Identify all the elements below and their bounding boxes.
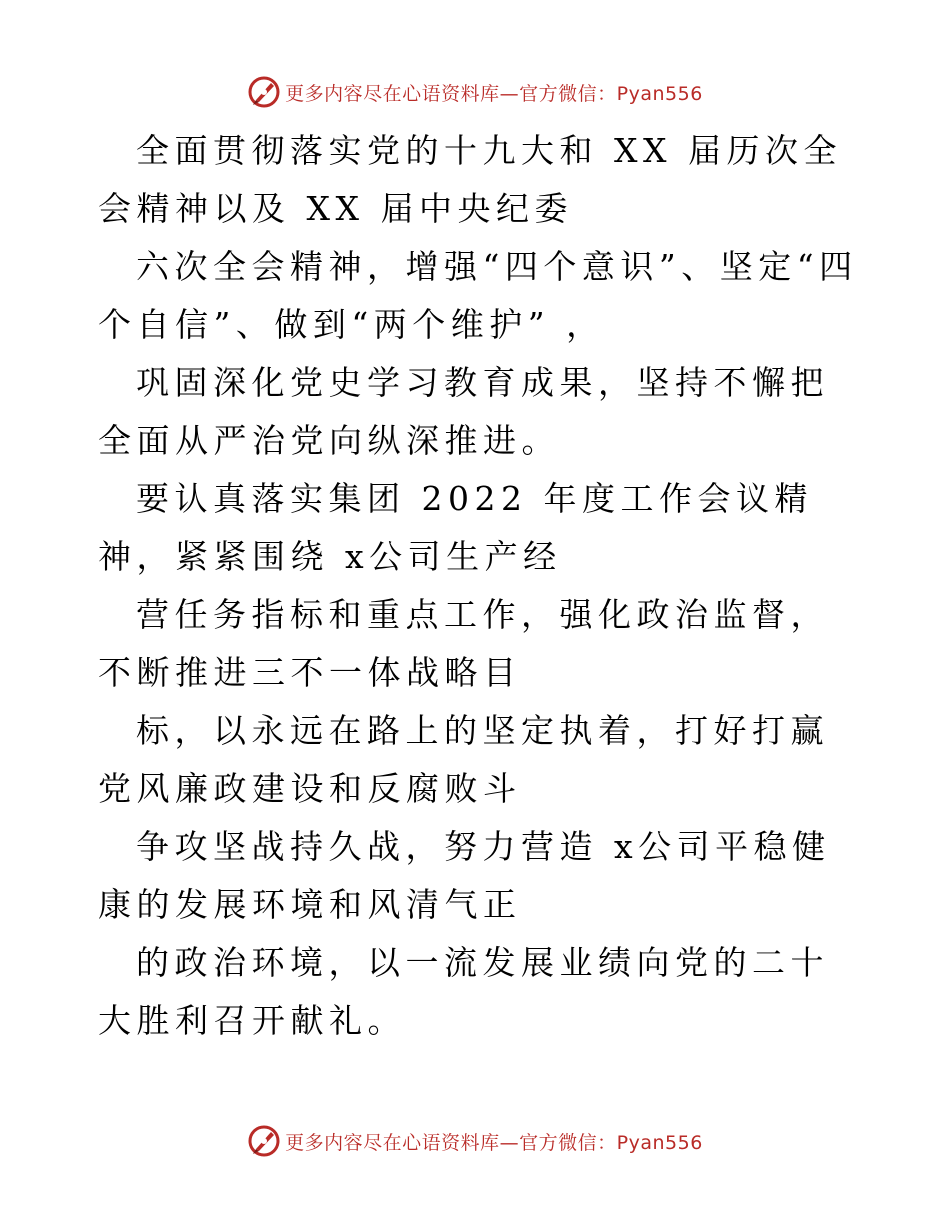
quill-pen-logo-icon [247,1124,281,1158]
quill-pen-logo-icon [247,75,281,109]
paragraph: 标，以永远在路上的坚定执着，打好打赢党风廉政建设和反腐败斗 [98,711,829,808]
paragraph: 争攻坚战持久战，努力营造 x公司平稳健康的发展环境和风清气正 [98,827,831,924]
header-banner-text: 更多内容尽在心语资料库—官方微信：Pyan556 [285,82,703,105]
header-banner [0,72,950,112]
paragraph: 全面贯彻落实党的十九大和 XX 届历次全会精神以及 XX 届中央纪委 [98,131,842,228]
paragraph: 要认真落实集团 2022 年度工作会议精神，紧紧围绕 x公司生产经 [98,479,813,576]
paragraph: 六次全会精神，增强“四个意识”、坚定“四个自信”、做到“两个维护” ， [98,247,858,344]
paragraph: 巩固深化党史学习教育成果，坚持不懈把全面从严治党向纵深推进。 [98,363,829,460]
paragraph: 的政治环境，以一流发展业绩向党的二十大胜利召开献礼。 [98,943,829,1040]
document-body [98,122,858,1050]
footer-banner-text: 更多内容尽在心语资料库—官方微信：Pyan556 [285,1131,703,1154]
paragraph: 营任务指标和重点工作，强化政治监督，不断推进三不一体战略目 [98,595,829,692]
footer-banner [0,1121,950,1161]
